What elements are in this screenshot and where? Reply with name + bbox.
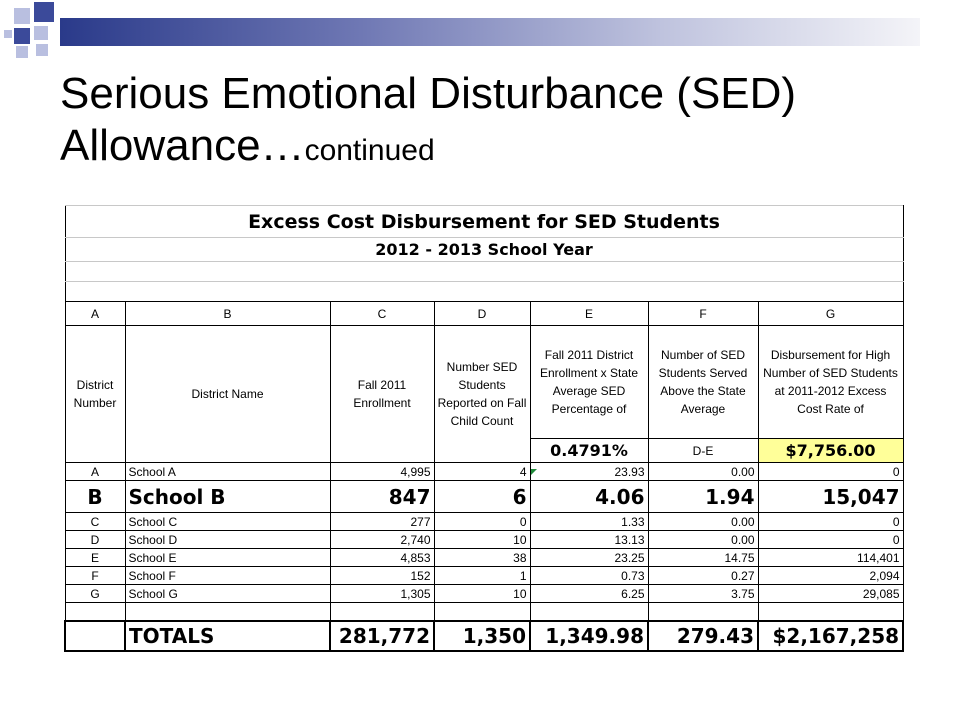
cell-expected: 0.73 — [530, 567, 648, 585]
col-letter-d: D — [434, 302, 530, 326]
cell-sed-count: 0 — [434, 513, 530, 531]
cell-district-name: School G — [125, 585, 330, 603]
cell-district-number: E — [65, 549, 125, 567]
totals-expected: 1,349.98 — [530, 621, 648, 651]
cell-above-average: 0.00 — [648, 513, 758, 531]
header-gradient-bar — [60, 18, 920, 46]
col-letter-c: C — [330, 302, 434, 326]
cell-expected: 23.93 — [530, 463, 648, 481]
spreadsheet — [64, 205, 902, 652]
cell-expected: 13.13 — [530, 531, 648, 549]
desc-above-average: Number of SED Students Served Above the State Average — [648, 326, 758, 439]
col-letter-a: A — [65, 302, 125, 326]
table-row — [65, 549, 903, 567]
table-row — [65, 513, 903, 531]
desc-enrollment: Fall 2011 Enrollment — [330, 326, 434, 463]
cell-sed-count: 1 — [434, 567, 530, 585]
cell-district-number: F — [65, 567, 125, 585]
cell-sed-count: 10 — [434, 531, 530, 549]
cell-district-number: A — [65, 463, 125, 481]
title-suffix: continued — [304, 134, 435, 167]
cell-disbursement: 0 — [758, 513, 903, 531]
cell-disbursement: 114,401 — [758, 549, 903, 567]
sheet-title: Excess Cost Disbursement for SED Students — [65, 206, 903, 238]
cell-above-average: 0.00 — [648, 531, 758, 549]
cell-enrollment: 847 — [330, 481, 434, 513]
table-row — [65, 531, 903, 549]
cell-district-number: D — [65, 531, 125, 549]
cell-above-average: 0.00 — [648, 463, 758, 481]
cell-sed-count: 6 — [434, 481, 530, 513]
totals-disbursement: $2,167,258 — [758, 621, 903, 651]
cell-district-name: School C — [125, 513, 330, 531]
cell-above-average: 1.94 — [648, 481, 758, 513]
desc-disbursement: Disbursement for High Number of SED Students at 2011-2012 Excess Cost Rate of — [758, 326, 903, 439]
totals-above-average: 279.43 — [648, 621, 758, 651]
totals-row — [65, 621, 903, 651]
cell-district-name: School A — [125, 463, 330, 481]
cell-enrollment: 4,853 — [330, 549, 434, 567]
table-row — [65, 567, 903, 585]
cell-district-name: School F — [125, 567, 330, 585]
cell-district-number: B — [65, 481, 125, 513]
cell-above-average: 14.75 — [648, 549, 758, 567]
cell-district-number: C — [65, 513, 125, 531]
cell-district-number: G — [65, 585, 125, 603]
table-row-highlighted — [65, 481, 903, 513]
formula-label: D-E — [648, 439, 758, 463]
col-letter-b: B — [125, 302, 330, 326]
totals-sed-count: 1,350 — [434, 621, 530, 651]
cell-comment-marker — [531, 469, 537, 475]
totals-empty-cell — [65, 621, 125, 651]
cell-enrollment: 277 — [330, 513, 434, 531]
cell-disbursement: 0 — [758, 463, 903, 481]
cell-sed-count: 4 — [434, 463, 530, 481]
cell-expected: 23.25 — [530, 549, 648, 567]
cell-disbursement: 29,085 — [758, 585, 903, 603]
state-average-pct: 0.4791% — [530, 439, 648, 463]
cell-sed-count: 38 — [434, 549, 530, 567]
cell-disbursement: 2,094 — [758, 567, 903, 585]
col-letter-g: G — [758, 302, 903, 326]
cell-district-name: School E — [125, 549, 330, 567]
cell-expected: 6.25 — [530, 585, 648, 603]
cell-enrollment: 1,305 — [330, 585, 434, 603]
cell-enrollment: 4,995 — [330, 463, 434, 481]
cell-disbursement: 15,047 — [758, 481, 903, 513]
col-letter-f: F — [648, 302, 758, 326]
col-letter-e: E — [530, 302, 648, 326]
cell-district-name: School D — [125, 531, 330, 549]
blank-row — [65, 262, 903, 282]
desc-district-number: District Number — [65, 326, 125, 463]
table-row — [65, 463, 903, 481]
desc-sed-count: Number SED Students Reported on Fall Child Count — [434, 326, 530, 463]
cell-above-average: 3.75 — [648, 585, 758, 603]
totals-label: TOTALS — [125, 621, 330, 651]
blank-row — [65, 282, 903, 302]
cell-enrollment: 152 — [330, 567, 434, 585]
slide-title — [60, 68, 940, 177]
excess-cost-rate: $7,756.00 — [758, 439, 903, 463]
cell-expected: 1.33 — [530, 513, 648, 531]
cell-above-average: 0.27 — [648, 567, 758, 585]
desc-district-name: District Name — [125, 326, 330, 463]
table-row — [65, 585, 903, 603]
totals-enrollment: 281,772 — [330, 621, 434, 651]
cell-sed-count: 10 — [434, 585, 530, 603]
title-line-1: Serious Emotional Disturbance (SED) — [60, 69, 797, 118]
cell-expected: 4.06 — [530, 481, 648, 513]
desc-expected: Fall 2011 District Enrollment x State Average SED Percentage of — [530, 326, 648, 439]
excess-cost-table — [64, 205, 904, 652]
cell-district-name: School B — [125, 481, 330, 513]
title-line-2: Allowance… — [60, 121, 305, 170]
cell-enrollment: 2,740 — [330, 531, 434, 549]
cell-disbursement: 0 — [758, 531, 903, 549]
sheet-subtitle: 2012 - 2013 School Year — [65, 238, 903, 262]
blank-row — [65, 603, 903, 621]
